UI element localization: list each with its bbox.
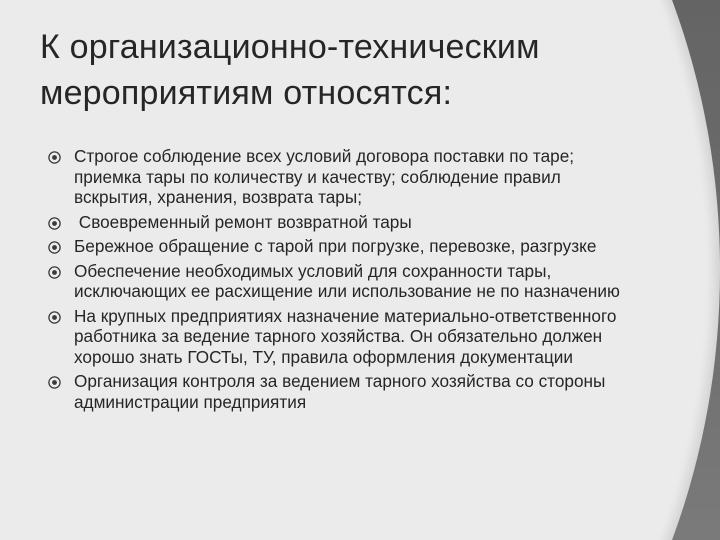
circle-target-icon: [48, 241, 61, 254]
circle-target-icon: [48, 376, 61, 389]
bullet-list: [48, 146, 638, 416]
bullet-text: На крупных предприятиях назначение материально-ответственного работника за ведение тарного хозяйства. Он обязательно должен хорошо знать ГОСТы, ТУ, правила оформления документации: [74, 305, 617, 367]
slide-title: [40, 24, 640, 116]
bullet-text: Своевременный ремонт возвратной тары: [74, 211, 412, 232]
circle-target-icon: [48, 217, 61, 230]
bullet-text: Бережное обращение с тарой при погрузке, перевозке, разгрузке: [74, 236, 597, 256]
slide-title-line-2: мероприятиям относятся:: [40, 74, 453, 112]
bullet-text: Обеспечение необходимых условий для сохранности тары, исключающих ее расхищение или использование не по назначению: [74, 260, 620, 301]
bullet-text: Организация контроля за ведением тарного хозяйства со стороны администрации предприятия: [74, 371, 606, 412]
circle-target-icon: [48, 151, 61, 164]
bullet-text: Строгое соблюдение всех условий договора поставки по таре; приемка тары по количеству и качеству; соблюдение правил вскрытия, хранения, возврата тары;: [74, 146, 575, 207]
bullet-item: [48, 371, 638, 412]
bullet-item: [48, 261, 638, 302]
bullet-item: [48, 146, 638, 208]
bullet-item: [48, 236, 638, 257]
circle-target-icon: [48, 266, 61, 279]
bullet-item: [48, 306, 638, 368]
slide-title-line-1: К организационно-техническим: [40, 28, 540, 66]
circle-target-icon: [48, 311, 61, 324]
bullet-item: [48, 212, 638, 233]
